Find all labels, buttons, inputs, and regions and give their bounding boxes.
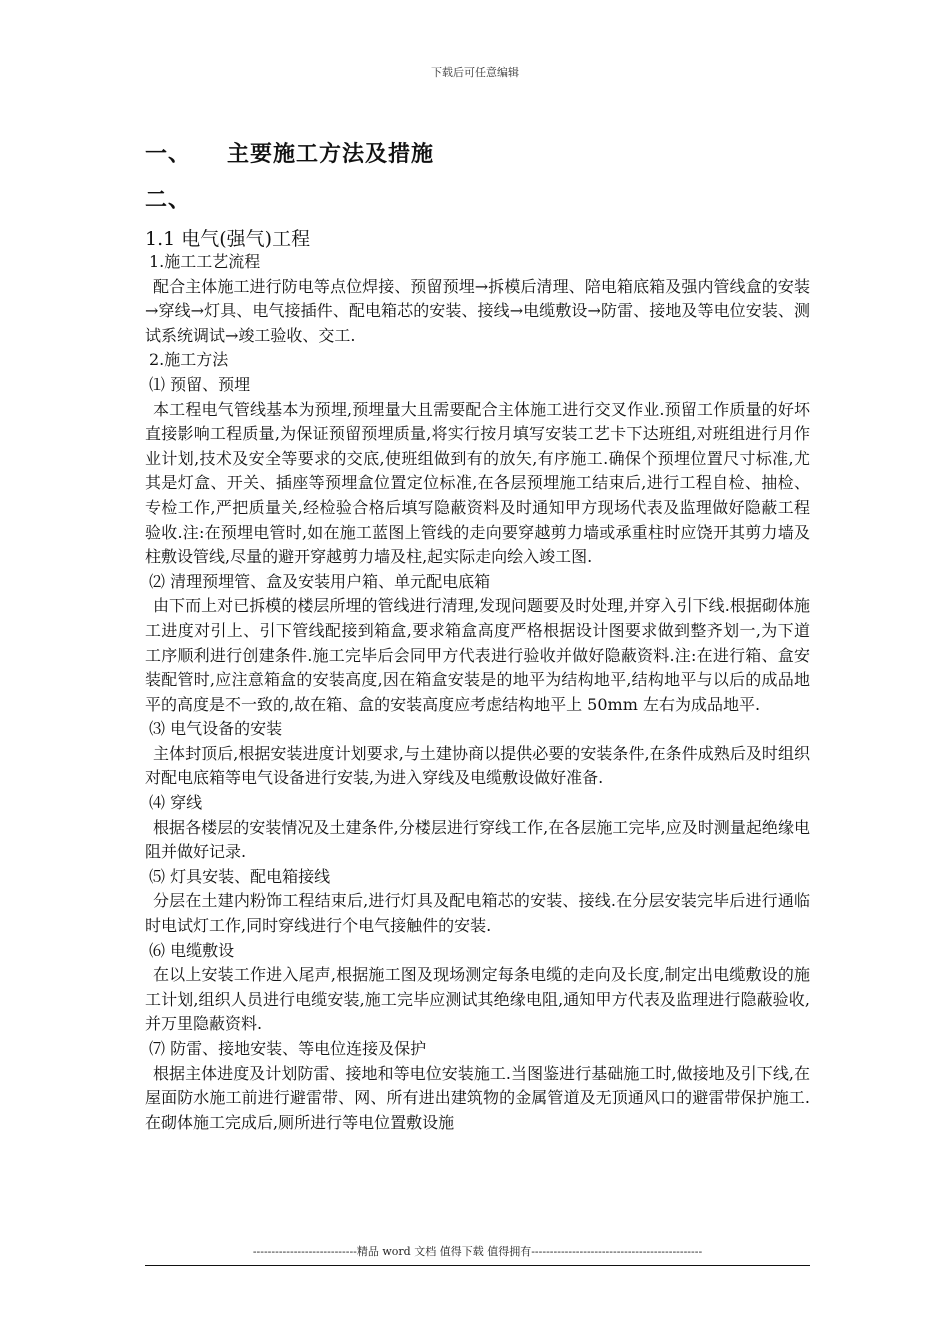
paragraph: 主体封顶后,根据安装进度计划要求,与土建协商以提供必要的安装条件,在条件成熟后及时组织对配电底箱等电气设备进行安装,为进入穿线及电缆敷设做好准备. bbox=[145, 743, 810, 788]
paragraph: 根据各楼层的安装情况及土建条件,分楼层进行穿线工作,在各层施工完毕,应及时测量起绝缘电阻并做好记录. bbox=[145, 817, 810, 862]
heading-1 bbox=[145, 137, 434, 168]
item-heading: ⑵ 清理预埋管、盒及安装用户箱、单元配电底箱 bbox=[149, 571, 491, 591]
paragraph: 分层在土建内粉饰工程结束后,进行灯具及配电箱芯的安装、接线.在分层安装完毕后进行通临时电试灯工作,同时穿线进行个电气接触件的安装. bbox=[145, 891, 810, 936]
heading-2 bbox=[145, 183, 191, 214]
heading-2-number: 二、 bbox=[145, 188, 192, 213]
item-heading: ⑷ 穿线 bbox=[149, 793, 203, 813]
paragraph: 配合主体施工进行防电等点位焊接、预留预埋→拆模后清理、陪电箱底箱及强内管线盒的安装→穿线→灯具、电气接插件、配电箱芯的安装、接线→电缆敷设→防雷、接地及等电位安装、测试系统调试→竣工验收、交工. bbox=[145, 276, 810, 345]
page-header-note: 下载后可任意编辑 bbox=[431, 66, 519, 79]
item-heading: ⑹ 电缆敷设 bbox=[149, 940, 235, 960]
section-heading: 1.1 电气(强气)工程 bbox=[145, 228, 311, 250]
paragraph: 本工程电气管线基本为预埋,预埋量大且需要配合主体施工进行交叉作业.预留工作质量的好坏直接影响工程质量,为保证预留预埋质量,将实行按月填写安装工艺卡下达班组,对班组进行月作业计划,技术及安全等要求的交底,使班组做到有的放矢,有序施工.确保个预埋位置尺寸标准,尤其是灯盒、开关、插座等预埋盒位置定位标准,在各层预埋施工结束后,进行工程自检、抽检、专检工作,严把质量关,经检验合格后填写隐蔽资料及时通知甲方现场代表及监理做好隐蔽工程验收.注:在预埋电管时,如在施工蓝图上管线的走向要穿越剪力墙或承重柱时应饶开其剪力墙及柱敷设管线,尽量的避开穿越剪力墙及柱,起实际走向绘入竣工图. bbox=[145, 399, 810, 567]
document-body bbox=[145, 250, 810, 1135]
item-heading: ⑶ 电气设备的安装 bbox=[149, 719, 283, 739]
subheading: 1.施工工艺流程 bbox=[149, 252, 261, 271]
heading-1-title: 主要施工方法及措施 bbox=[227, 142, 435, 167]
paragraph: 在以上安装工作进入尾声,根据施工图及现场测定每条电缆的走向及长度,制定出电缆敷设的施工计划,组织人员进行电缆安装,施工完毕应测试其绝缘电阻,通知甲方代表及监理进行隐蔽验收,并万里隐蔽资料. bbox=[145, 965, 810, 1034]
subheading: 2.施工方法 bbox=[149, 350, 229, 370]
item-heading: ⑺ 防雷、接地安装、等电位连接及保护 bbox=[149, 1039, 427, 1058]
heading-1-number: 一、 bbox=[145, 142, 192, 167]
item-heading: ⑴ 预留、预埋 bbox=[149, 374, 251, 394]
paragraph: 根据主体进度及计划防雷、接地和等电位安装施工.当图鉴进行基础施工时,做接地及引下线,在屋面防水施工前进行避雷带、网、所有进出建筑物的金属管道及无顶通风口的避雷带保护施工.在砌体施工完成后,厕所进行等电位置敷设施 bbox=[145, 1063, 810, 1132]
page-footer-note: ----------------------------精品 word 文档 值得下载 值得拥有---------------------------------------------- bbox=[145, 1243, 810, 1266]
paragraph: 由下而上对已拆模的楼层所埋的管线进行清理,发现问题要及时处理,并穿入引下线.根据砌体施工进度对引上、引下管线配接到箱盒,要求箱盒高度严格根据设计图要求做到整齐划一,为下道工序顺利进行创建条件.施工完毕后会同甲方代表进行验收并做好隐蔽资料.注:在进行箱、盒安装配管时,应注意箱盒的安装高度,因在箱盒安装是的地平为结构地平,结构地平与以后的成品地平的高度是不一致的,故在箱、盒的安装高度应考虑结构地平上 50mm 左右为成品地平. bbox=[145, 596, 810, 714]
item-heading: ⑸ 灯具安装、配电箱接线 bbox=[149, 866, 331, 886]
